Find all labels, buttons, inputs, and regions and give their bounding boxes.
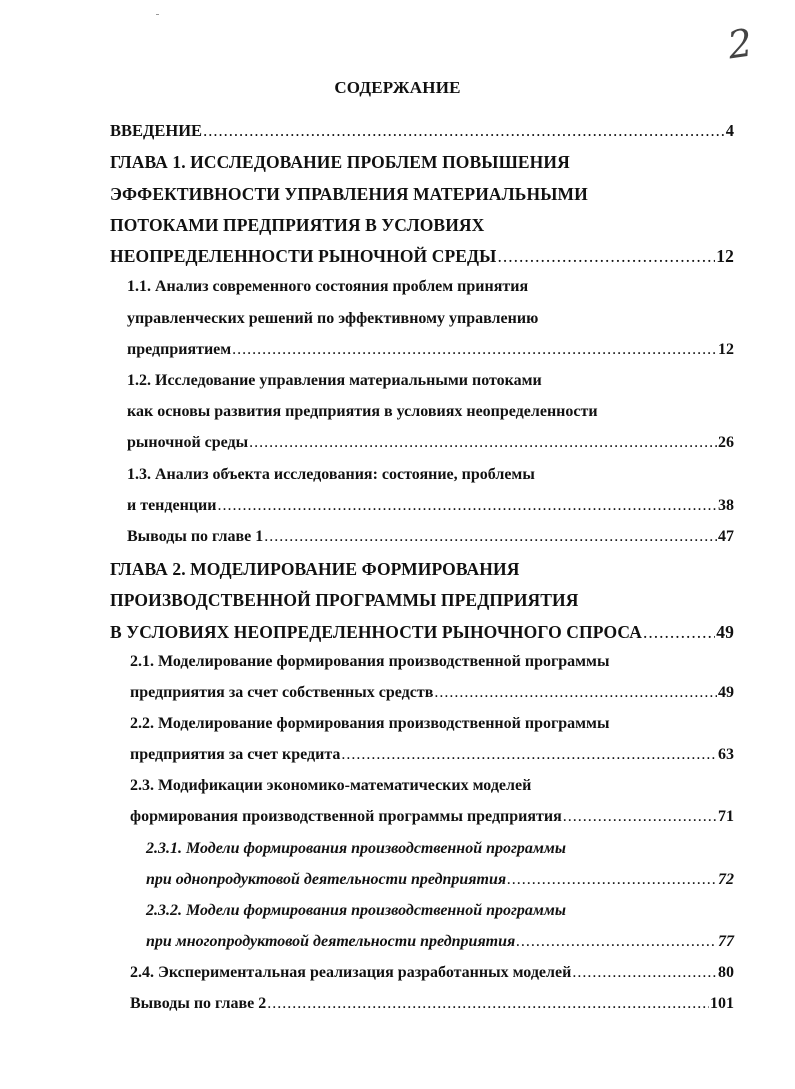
toc-page-number: 77 [718,933,734,950]
toc-entry-text: при многопродуктовой деятельности предприятия [146,933,516,950]
handwritten-page-number: 2 [725,20,756,68]
toc-chapter1-line1[interactable]: ГЛАВА 1. ИССЛЕДОВАНИЕ ПРОБЛЕМ ПОВЫШЕНИЯ [110,152,570,172]
toc-entry-text: предприятием [127,341,232,358]
toc-page-number: 38 [718,497,734,514]
leader-dots [516,933,717,951]
leader-dots [264,528,717,546]
scan-speck [156,14,159,15]
toc-section-1-1-line1[interactable]: 1.1. Анализ современного состояния проблем принятия [127,278,529,295]
toc-section-1-1-line2[interactable]: управленческих решений по эффективному управлению [127,310,539,327]
toc-conclusions-chapter2[interactable] [130,995,734,1013]
toc-chapter1-line2[interactable]: ЭФФЕКТИВНОСТИ УПРАВЛЕНИЯ МАТЕРИАЛЬНЫМИ [110,184,588,204]
leader-dots [563,808,717,826]
toc-entry-text: предприятия за счет собственных средств [130,684,434,701]
toc-entry-text: предприятия за счет кредита [130,746,341,763]
leader-dots [267,995,709,1013]
leader-dots [341,746,717,764]
toc-chapter2-line3[interactable] [110,622,734,643]
toc-page-number: 4 [725,121,734,140]
toc-conclusions-chapter1[interactable] [127,528,734,546]
toc-entry-text: Выводы по главе 1 [127,528,264,545]
toc-chapter1-line4[interactable] [110,246,734,267]
toc-page-number: 26 [718,434,734,451]
toc-section-1-2-line2[interactable]: как основы развития предприятия в условиях неопределенности [127,403,598,420]
toc-section-2-3-1-line1[interactable]: 2.3.1. Модели формирования производственной программы [146,840,566,857]
toc-chapter2-line2[interactable]: ПРОИЗВОДСТВЕННОЙ ПРОГРАММЫ ПРЕДПРИЯТИЯ [110,590,579,610]
toc-section-2-4[interactable] [130,964,734,982]
toc-entry-text: В УСЛОВИЯХ НЕОПРЕДЕЛЕННОСТИ РЫНОЧНОГО СПРОСА [110,622,642,642]
toc-entry-text: и тенденции [127,497,217,514]
toc-entry-text: ВВЕДЕНИЕ [110,121,203,140]
leader-dots [507,871,717,889]
page-title: СОДЕРЖАНИЕ [334,78,461,97]
toc-page-number: 72 [718,871,734,888]
toc-section-1-3-line2[interactable] [127,497,734,515]
toc-page-number: 71 [718,808,734,825]
toc-page-number: 101 [710,995,734,1012]
toc-section-2-2-line1[interactable]: 2.2. Моделирование формирования производственной программы [130,715,610,732]
toc-entry-text: НЕОПРЕДЕЛЕННОСТИ РЫНОЧНОЙ СРЕДЫ [110,246,497,266]
toc-entry-text: при однопродуктовой деятельности предприятия [146,871,507,888]
toc-page-number: 80 [718,964,734,981]
toc-section-2-1-line2[interactable] [130,684,734,702]
toc-chapter2-line1[interactable]: ГЛАВА 2. МОДЕЛИРОВАНИЕ ФОРМИРОВАНИЯ [110,559,520,579]
toc-entry-text: рыночной среды [127,434,249,451]
toc-entry-text: Выводы по главе 2 [130,995,267,1012]
toc-page-number: 63 [718,746,734,763]
toc-page-number: 49 [718,684,734,701]
leader-dots [434,684,717,702]
toc-section-1-2-line3[interactable] [127,434,734,452]
leader-dots [643,622,715,643]
leader-dots [249,434,717,452]
leader-dots [497,246,715,267]
toc-entry-text: формирования производственной программы предприятия [130,808,562,825]
toc-section-1-3-line1[interactable]: 1.3. Анализ объекта исследования: состояние, проблемы [127,466,535,483]
leader-dots [203,121,725,141]
toc-section-2-3-line1[interactable]: 2.3. Модификации экономико-математических моделей [130,777,532,794]
toc-section-2-3-2-line2[interactable] [146,933,734,951]
toc-page-number: 49 [716,622,734,642]
leader-dots [232,341,717,359]
toc-section-2-3-2-line1[interactable]: 2.3.2. Модели формирования производственной программы [146,902,566,919]
toc-page-number: 47 [718,528,734,545]
toc-section-2-1-line1[interactable]: 2.1. Моделирование формирования производственной программы [130,653,610,670]
toc-entry-text: 2.4. Экспериментальная реализация разработанных моделей [130,964,572,981]
toc-section-2-3-1-line2[interactable] [146,871,734,889]
toc-chapter1-line3[interactable]: ПОТОКАМИ ПРЕДПРИЯТИЯ В УСЛОВИЯХ [110,215,485,235]
toc-page-number: 12 [716,246,734,266]
toc-section-1-1-line3[interactable] [127,341,734,359]
toc-section-2-2-line2[interactable] [130,746,734,764]
toc-entry-intro[interactable] [110,121,734,141]
toc-page-number: 12 [718,341,734,358]
leader-dots [217,497,717,515]
toc-section-1-2-line1[interactable]: 1.2. Исследование управления материальными потоками [127,372,542,389]
toc-section-2-3-line2[interactable] [130,808,734,826]
leader-dots [572,964,717,982]
